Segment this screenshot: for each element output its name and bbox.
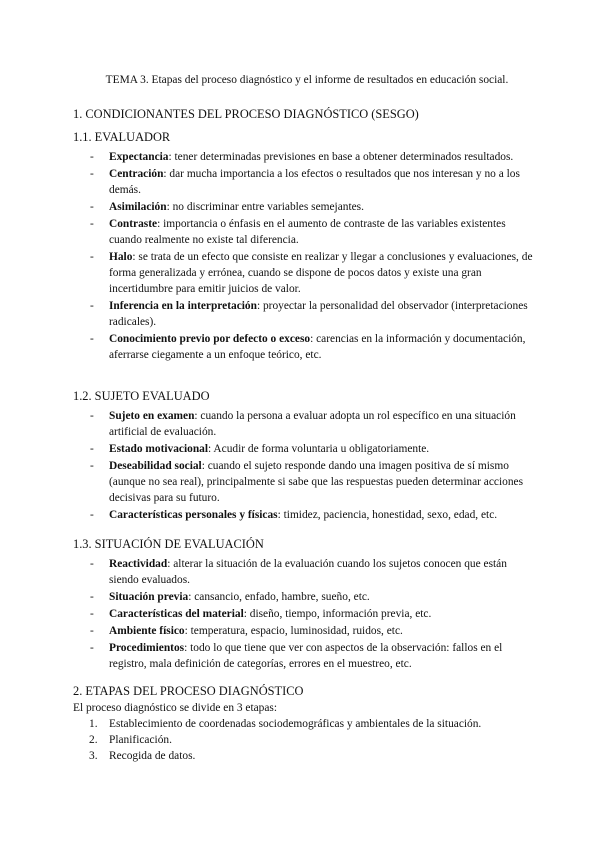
dash-bullet: - (90, 642, 94, 654)
dash-bullet: - (90, 333, 94, 345)
section-heading: 2. ETAPAS DEL PROCESO DIAGNÓSTICO (73, 684, 304, 698)
definition: : dar mucha importancia a los efectos o resultados que nos interesan y no a los demás. (109, 168, 520, 196)
term: Características personales y físicas (109, 509, 278, 521)
definition: : cuando el sujeto responde dando una imagen positiva de sí mismo (aunque no sea real), principalmente si sabe que las respuestas pueden determinar acciones decisivas para su futuro. (109, 460, 524, 504)
list-item (73, 458, 533, 506)
dash-bullet: - (90, 300, 94, 312)
definition: : proyectar la personalidad del observador (interpretaciones radicales). (109, 300, 528, 328)
dash-bullet: - (90, 251, 94, 263)
dash-bullet: - (90, 608, 94, 620)
definition: : importancia o énfasis en el aumento de contraste de las variables existentes cuando realmente no existe tal diferencia. (109, 218, 506, 246)
list-item (73, 408, 533, 440)
subsection-heading: 1.2. SUJETO EVALUADO (73, 389, 210, 403)
step-text: Planificación. (109, 734, 172, 746)
term: Ambiente físico (109, 625, 185, 637)
definition: : se trata de un efecto que consiste en realizar y llegar a conclusiones y evaluaciones, de forma generalizada y errónea, cuando se dispone de pocos datos y existe una gran incertidumbre para emitir juicios de valor. (109, 251, 533, 295)
term: Halo (109, 251, 133, 263)
list-item (73, 748, 533, 764)
term: Estado motivacional (109, 443, 209, 455)
list-item (73, 606, 533, 622)
dash-bullet: - (90, 558, 94, 570)
section-conditioning-factors (73, 105, 533, 123)
section-heading: 1. CONDICIONANTES DEL PROCESO DIAGNÓSTICO (SESGO) (73, 107, 419, 121)
step-text: Recogida de datos. (109, 750, 196, 762)
section-diagnostic-stages (73, 682, 533, 764)
term: Características del material (109, 608, 244, 620)
item-number: 3. (89, 750, 98, 762)
list-item (73, 149, 533, 165)
subsection-heading: 1.1. EVALUADOR (73, 130, 171, 144)
list-item (73, 732, 533, 748)
list-item (73, 556, 533, 588)
term: Conocimiento previo por defecto o exceso (109, 333, 311, 345)
term: Centración (109, 168, 164, 180)
item-number: 2. (89, 734, 98, 746)
dash-bullet: - (90, 151, 94, 163)
definition: : temperatura, espacio, luminosidad, ruidos, etc. (184, 625, 403, 637)
item-number: 1. (89, 718, 98, 730)
definition: : no discriminar entre variables semejantes. (166, 201, 364, 213)
subsection-heading: 1.3. SITUACIÓN DE EVALUACIÓN (73, 537, 264, 551)
term: Situación previa (109, 591, 189, 603)
term: Asimilación (109, 201, 167, 213)
list-item (73, 249, 533, 297)
list-item (73, 166, 533, 198)
dash-bullet: - (90, 509, 94, 521)
subsection-evaluated-subject (73, 387, 533, 524)
term: Procedimientos (109, 642, 185, 654)
list-item (73, 716, 533, 732)
definition: : tener determinadas previsiones en base a obtener determinados resultados. (168, 151, 514, 163)
term: Expectancia (109, 151, 169, 163)
list-item (73, 199, 533, 215)
dash-bullet: - (90, 218, 94, 230)
stages-list (73, 716, 533, 764)
term: Sujeto en examen (109, 410, 195, 422)
dash-bullet: - (90, 443, 94, 455)
section-intro: El proceso diagnóstico se divide en 3 etapas: (73, 702, 278, 714)
dash-bullet: - (90, 591, 94, 603)
definition: : carencias en la información y documentación, aferrarse ciegamente a un enfoque teórico, etc. (109, 333, 526, 361)
definition: : alterar la situación de la evaluación cuando los sujetos conocen que están siendo evaluados. (109, 558, 507, 586)
term: Reactividad (109, 558, 168, 570)
definition: : cuando la persona a evaluar adopta un rol específico en una situación artificial de evaluación. (109, 410, 516, 438)
dash-bullet: - (90, 410, 94, 422)
step-text: Establecimiento de coordenadas sociodemográficas y ambientales de la situación. (109, 718, 482, 730)
evaluator-bias-list (73, 149, 533, 363)
list-item (73, 441, 533, 457)
list-item (73, 623, 533, 639)
document-title: TEMA 3. Etapas del proceso diagnóstico y el informe de resultados en educación social. (105, 74, 509, 86)
definition: : timidez, paciencia, honestidad, sexo, edad, etc. (277, 509, 498, 521)
definition: : Acudir de forma voluntaria u obligatoriamente. (208, 443, 430, 455)
subject-bias-list (73, 408, 533, 523)
definition: : cansancio, enfado, hambre, sueño, etc. (188, 591, 370, 603)
list-item (73, 331, 533, 363)
list-item (73, 216, 533, 248)
definition: : diseño, tiempo, información previa, etc. (243, 608, 432, 620)
term: Deseabilidad social (109, 460, 202, 472)
dash-bullet: - (90, 460, 94, 472)
term: Inferencia en la interpretación (109, 300, 257, 312)
term: Contraste (109, 218, 158, 230)
subsection-evaluator (73, 128, 533, 364)
situation-bias-list (73, 556, 533, 672)
dash-bullet: - (90, 168, 94, 180)
dash-bullet: - (90, 625, 94, 637)
subsection-evaluation-situation (73, 535, 533, 673)
list-item (73, 507, 533, 523)
list-item (73, 298, 533, 330)
dash-bullet: - (90, 201, 94, 213)
list-item (73, 640, 533, 672)
list-item (73, 589, 533, 605)
definition: : todo lo que tiene que ver con aspectos de la observación: fallos en el registro, mala definición de categorías, errores en el muestreo, etc. (109, 642, 503, 670)
